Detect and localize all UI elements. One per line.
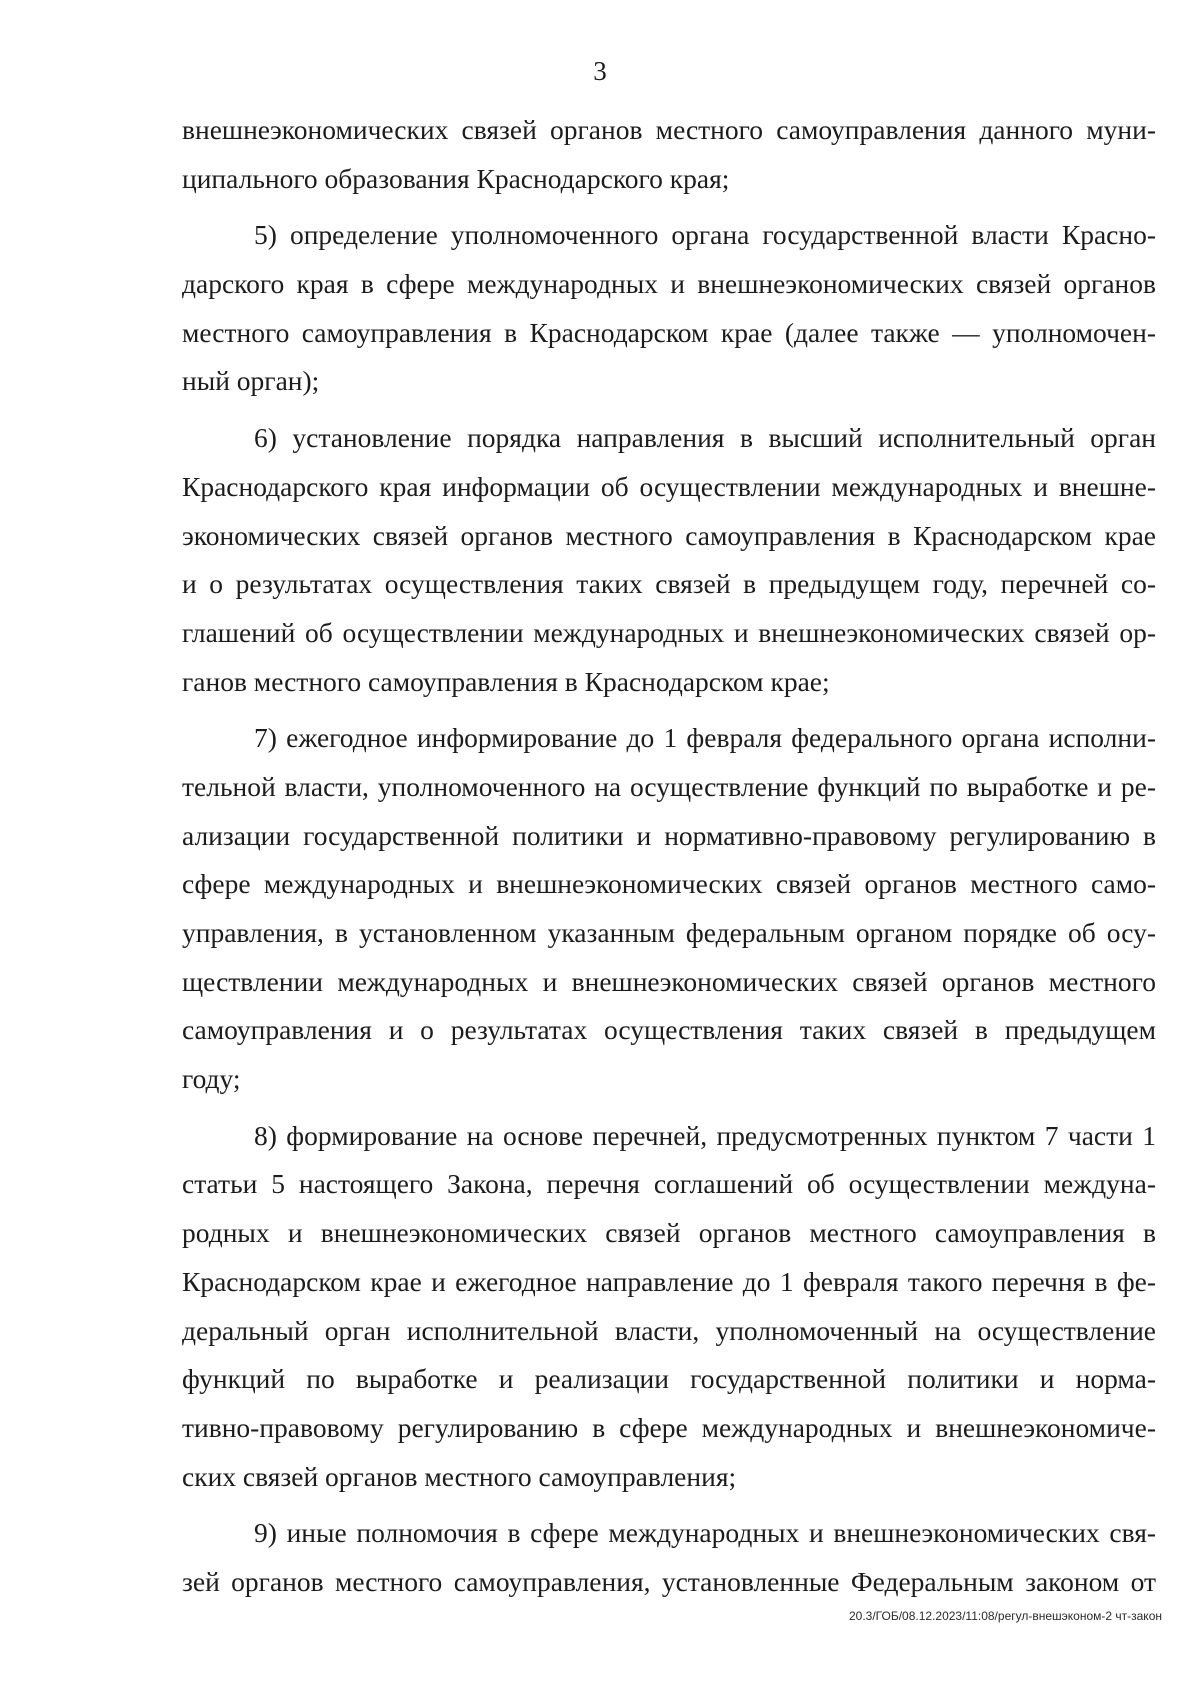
text-line: зей органов местного самоуправления, установленные Федеральным законом от — [182, 1565, 1156, 1597]
text-line: ганов местного самоуправления в Краснодарском крае; — [182, 665, 830, 697]
text-line: функций по выработке и реализации государственной политики и норма- — [182, 1363, 1156, 1395]
text-line: ализации государственной политики и нормативно-правовому регулированию в — [182, 819, 1156, 851]
text-line: году; — [182, 1063, 241, 1095]
page-number: 3 — [593, 56, 607, 86]
text-line: Краснодарского края информации об осуществлении международных и внешне- — [182, 470, 1156, 502]
text-line: ципального образования Краснодарского края; — [182, 162, 730, 194]
text-line: деральный орган исполнительной власти, уполномоченный на осуществление — [182, 1314, 1156, 1346]
text-line: внешнеэкономических связей органов местного самоуправления данного муни- — [182, 114, 1156, 145]
text-line: Краснодарском крае и ежегодное направление до 1 февраля такого перечня в фе- — [182, 1265, 1156, 1297]
text-line: и о результатах осуществления таких связей в предыдущем году, перечней со- — [182, 568, 1156, 600]
item-9-line: 9) иные полномочия в сфере международных и внешнеэкономических свя- — [254, 1517, 1156, 1549]
item-8-line: 8) формирование на основе перечней, предусмотренных пунктом 7 части 1 — [254, 1119, 1156, 1151]
text-line: тивно-правовому регулированию в сфере международных и внешнеэкономиче- — [182, 1411, 1156, 1443]
text-line: тельной власти, уполномоченного на осуществление функций по выработке и ре- — [182, 770, 1156, 802]
text-line: дарского края в сфере международных и внешнеэкономических связей органов — [182, 268, 1156, 300]
document-footer-code: 20.3/ГОБ/08.12.2023/11:08/регул-внешэконом-2 чт-закон — [848, 1609, 1162, 1623]
text-line: родных и внешнеэкономических связей органов местного самоуправления в — [182, 1217, 1156, 1249]
text-line: экономических связей органов местного самоуправления в Краснодарском крае — [182, 519, 1156, 551]
text-line: самоуправления и о результатах осуществления таких связей в предыдущем — [182, 1014, 1156, 1046]
document-body — [182, 106, 1156, 1607]
text-line: сфере международных и внешнеэкономических связей органов местного само- — [182, 868, 1156, 900]
item-6-line: 6) установление порядка направления в высший исполнительный орган — [254, 422, 1156, 454]
text-line: статьи 5 настоящего Закона, перечня соглашений об осуществлении междуна- — [182, 1168, 1156, 1200]
text-line: глашений об осуществлении международных и внешнеэкономических связей ор- — [182, 616, 1156, 648]
text-line: управления, в установленном указанным федеральным органом порядке об осу- — [182, 917, 1156, 948]
item-5-line: 5) определение уполномоченного органа государственной власти Красно- — [254, 219, 1156, 251]
text-line: местного самоуправления в Краснодарском крае (далее также — уполномочен- — [182, 316, 1156, 348]
text-line: ских связей органов местного самоуправления; — [182, 1460, 737, 1492]
text-line: ществлении международных и внешнеэкономических связей органов местного — [182, 965, 1156, 997]
text-line: ный орган); — [182, 365, 320, 397]
item-7-line: 7) ежегодное информирование до 1 февраля федерального органа исполни- — [254, 722, 1156, 754]
